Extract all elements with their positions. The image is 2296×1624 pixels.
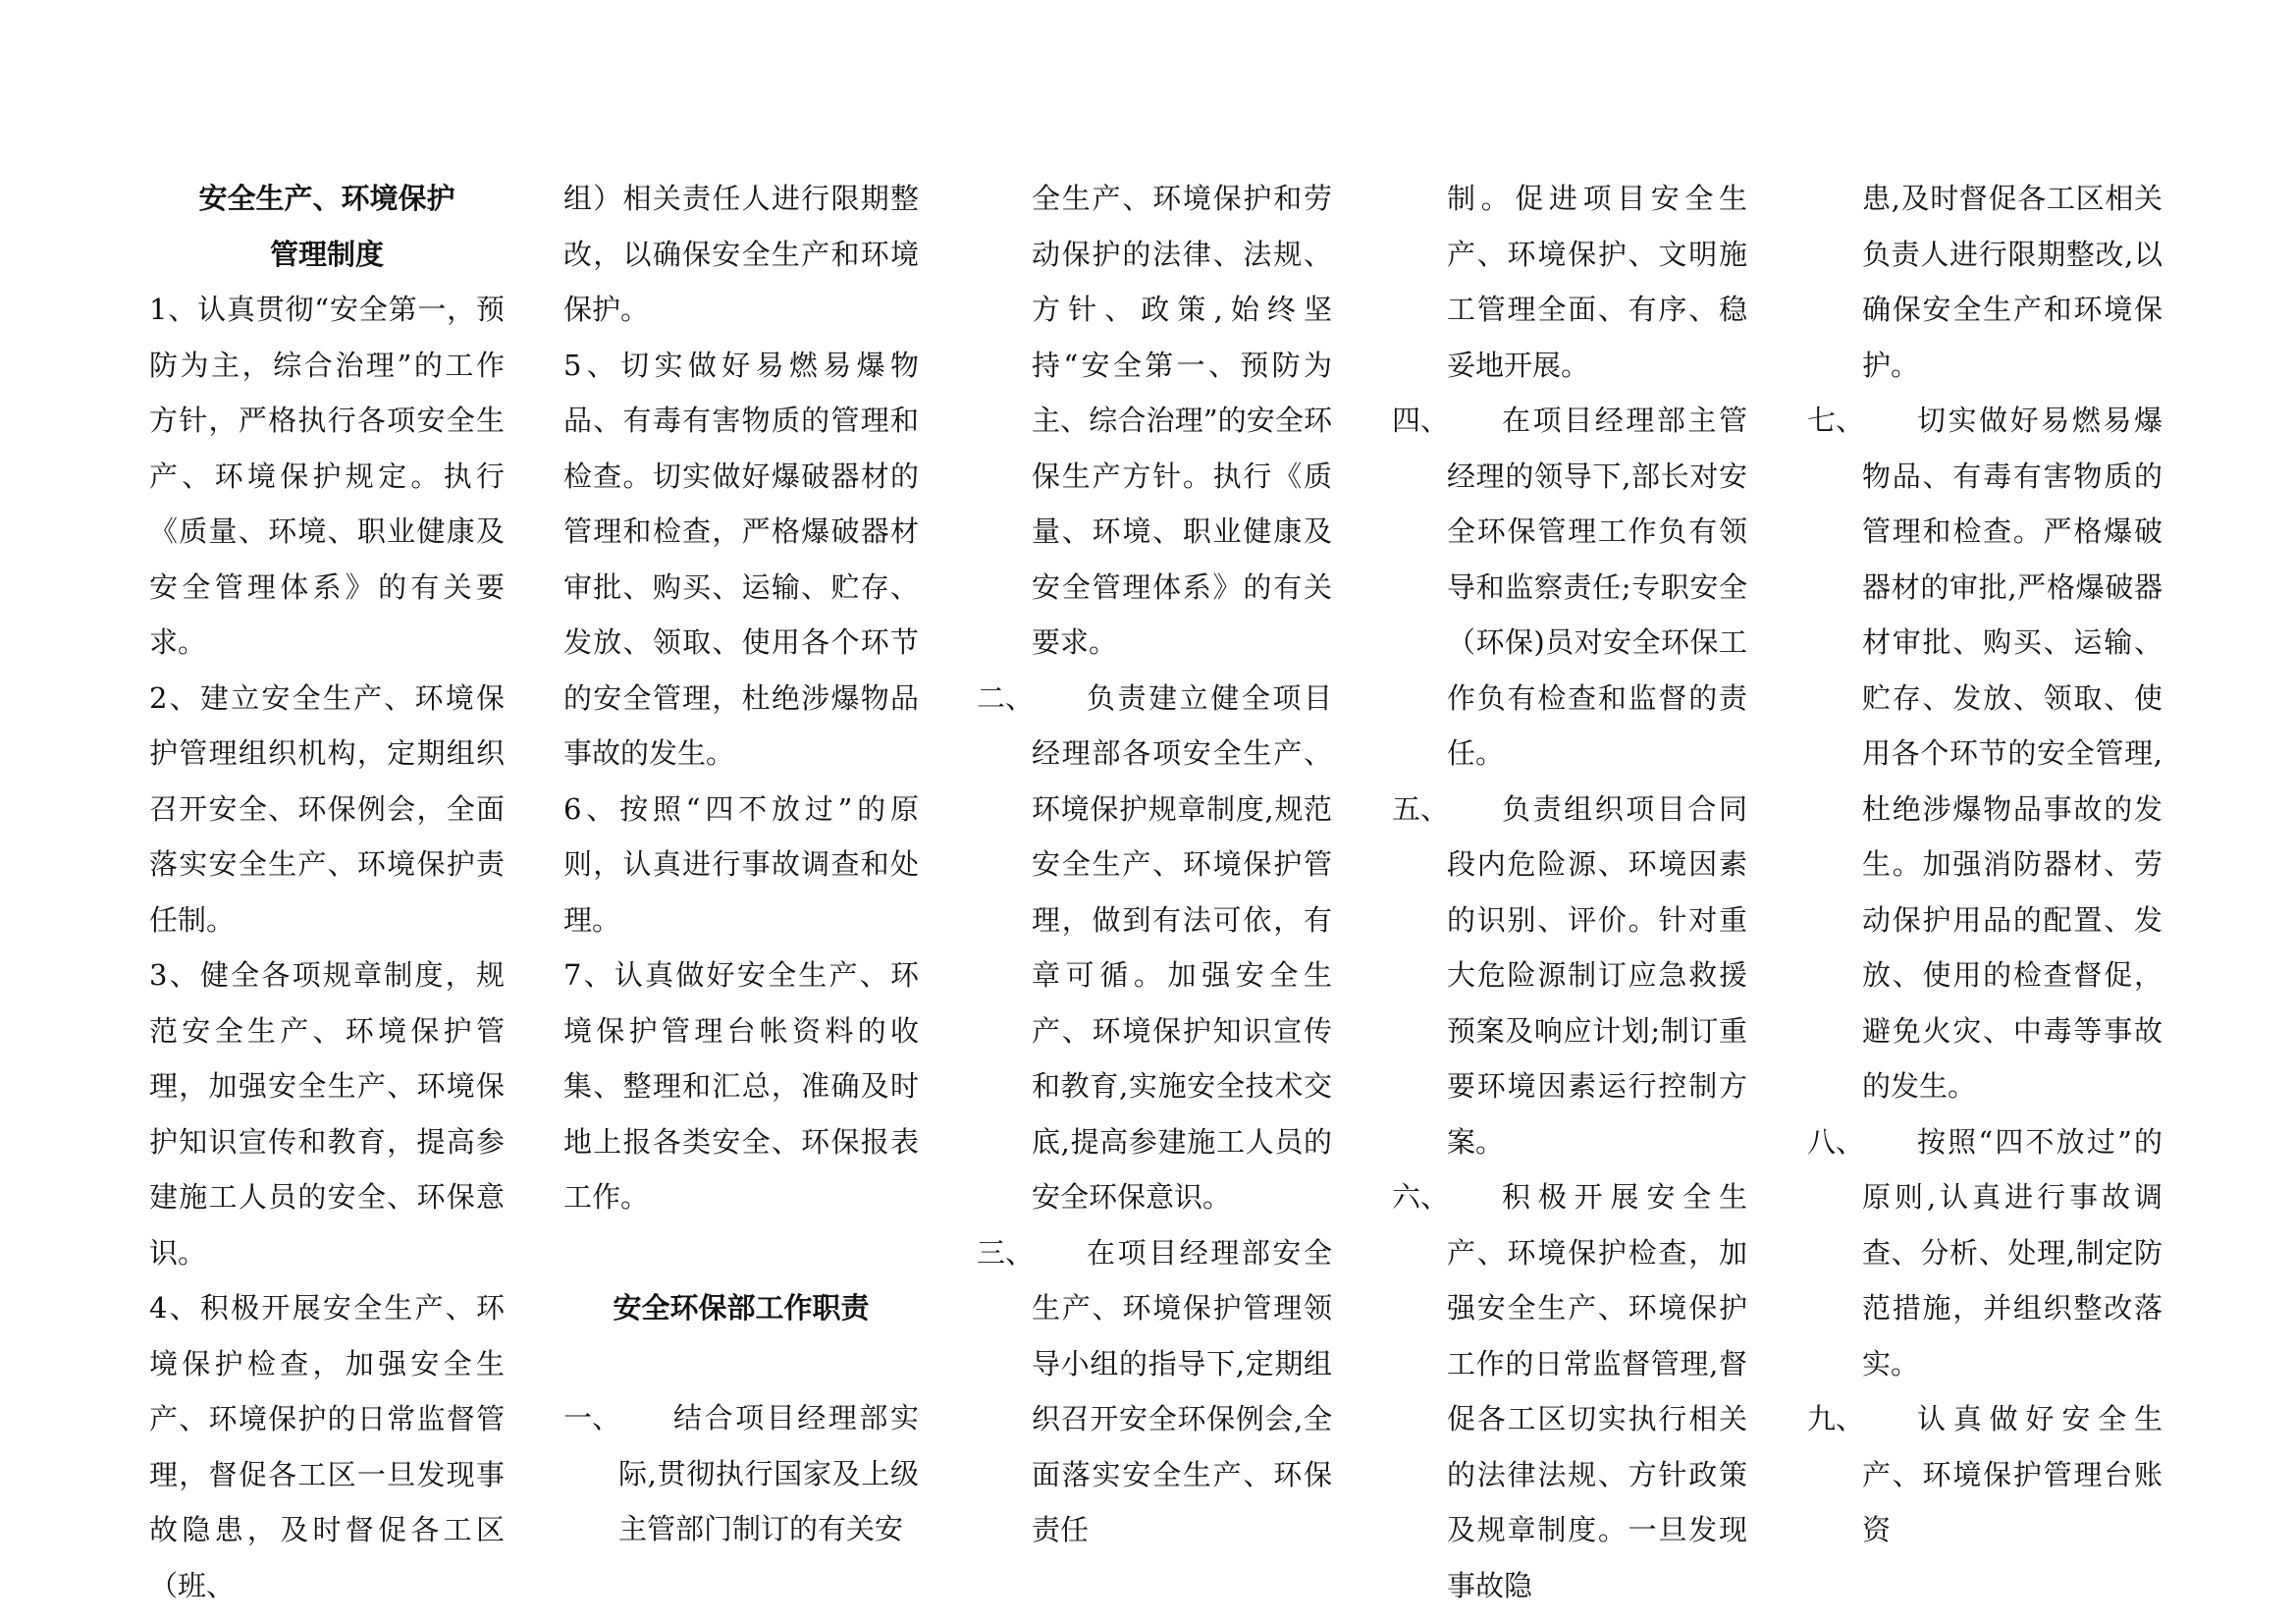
rule-7: 7、认真做好安全生产、环境保护管理台帐资料的收集、整理和汇总，准确及时地上报各类安全、环保报表工作。 [563,958,919,1214]
duty-number: 一、 [563,1401,621,1435]
section-2-title: 安全环保部工作职责 [613,1290,870,1325]
rule-4-part-1: 4、积极开展安全生产、环境保护检查，加强安全生产、环境保护的日常监督管理，督促各工区一旦发现事故隐患，及时督促各工区（班、 [149,1291,505,1602]
spacer [563,1335,919,1390]
rule-4-part-2: 组）相关责任人进行限期整改，以确保安全生产和环境保护。 [563,182,919,326]
duty-3-part-1 [977,1225,1332,1558]
duty-text: 全生产、环境保护和劳动保护的法律、法规、方针、政策,始终坚持“安全第一、预防为主、综合治理”的安全环保生产方针。执行《质量、环境、职业健康及安全管理体系》的有关要求。 [1032,182,1332,659]
duty-6-part-1 [1392,1169,1747,1613]
duty-text: 在项目经理部安全生产、环境保护管理领导小组的指导下,定期组织召开安全环保例会,全面落实安全生产、环保责任 [1032,1235,1332,1546]
column-4 [1392,171,1747,1613]
duty-text: 结合项目经理部实际,贯彻执行国家及上级主管部门制订的有关安 [618,1401,919,1545]
duty-text: 负责建立健全项目经理部各项安全生产、环境保护规章制度,规范安全生产、环境保护管理，做到有法可依，有章可循。加强安全生产、环境保护知识宣传和教育,实施安全技术交底,提高参建施工人员的安全环保意识。 [1032,680,1332,1214]
duty-number: 七、 [1807,404,1865,437]
rule-6: 6、按照“四不放过”的原则，认真进行事故调查和处理。 [563,791,919,937]
duty-text: 患,及时督促各工区相关负责人进行限期整改,以确保安全生产和环境保护。 [1862,182,2163,382]
rule-1: 1、认真贯彻“安全第一，预防为主，综合治理”的工作方针，严格执行各项安全生产、环境保护规定。执行《质量、环境、职业健康及安全管理体系》的有关要求。 [149,293,505,659]
duty-text: 积极开展安全生产、环境保护检查，加强安全生产、环境保护工作的日常监督管理,督促各工区切实执行相关的法律法规、方针政策及规章制度。一旦发现事故隐 [1447,1180,1747,1602]
doc-title-line-2: 管理制度 [269,237,384,271]
duty-9 [1807,1391,2163,1558]
column-3 [977,171,1332,1558]
column-2 [563,171,919,1557]
duty-6-part-2 [1807,171,2163,393]
column-1 [149,171,505,1613]
duty-number: 三、 [977,1235,1035,1270]
duty-text: 认真做好安全生产、环境保护管理台账资 [1862,1402,2163,1546]
spacer [563,1225,919,1280]
duty-7 [1807,393,2163,1114]
duty-2 [977,671,1332,1225]
duty-4 [1392,393,1747,782]
duty-number: 二、 [977,680,1035,715]
duty-text: 制。促进项目安全生产、环境保护、文明施工管理全面、有序、稳妥地开展。 [1447,182,1747,382]
duty-number: 六、 [1392,1180,1450,1214]
duty-number: 八、 [1807,1124,1865,1159]
duty-number: 五、 [1392,791,1450,826]
duty-1-part-2 [977,171,1332,671]
duty-text: 按照“四不放过”的原则,认真进行事故调查、分析、处理,制定防范措施，并组织整改落实。 [1862,1124,2163,1380]
duty-text: 切实做好易燃易爆物品、有毒有害物质的管理和检查。严格爆破器材的审批,严格爆破器材审批、购买、运输、贮存、发放、领取、使用各个环节的安全管理,杜绝涉爆物品事故的发生。加强消防器材、劳动保护用品的配置、发放、使用的检查督促，避免火灾、中毒等事故的发生。 [1862,404,2163,1103]
duty-text: 在项目经理部主管经理的领导下,部长对安全环保管理工作负有领导和监察责任;专职安全（环保)员对安全环保工作负有检查和监督的责任。 [1447,404,1747,770]
duty-number: 四、 [1392,404,1450,437]
duty-1-part-1 [563,1390,919,1557]
duty-8 [1807,1114,2163,1392]
rule-2: 2、建立安全生产、环境保护管理组织机构，定期组织召开安全、环保例会，全面落实安全生产、环境保护责任制。 [149,680,505,937]
rule-5: 5、切实做好易燃易爆物品、有毒有害物质的管理和检查。切实做好爆破器材的管理和检查，严格爆破器材审批、购买、运输、贮存、发放、领取、使用各个环节的安全管理，杜绝涉爆物品事故的发生。 [563,348,919,770]
column-5 [1807,171,2163,1558]
duty-3-part-2 [1392,171,1747,393]
doc-title-line-1: 安全生产、环境保护 [198,182,455,215]
rule-3: 3、健全各项规章制度，规范安全生产、环境保护管理，加强安全生产、环境保护知识宣传和教育，提高参建施工人员的安全、环保意识。 [149,958,505,1270]
duty-5 [1392,782,1747,1170]
duty-text: 负责组织项目合同段内危险源、环境因素的识别、评价。针对重大危险源制订应急救援预案及响应计划;制订重要环境因素运行控制方案。 [1447,791,1747,1159]
duty-number: 九、 [1807,1402,1865,1435]
